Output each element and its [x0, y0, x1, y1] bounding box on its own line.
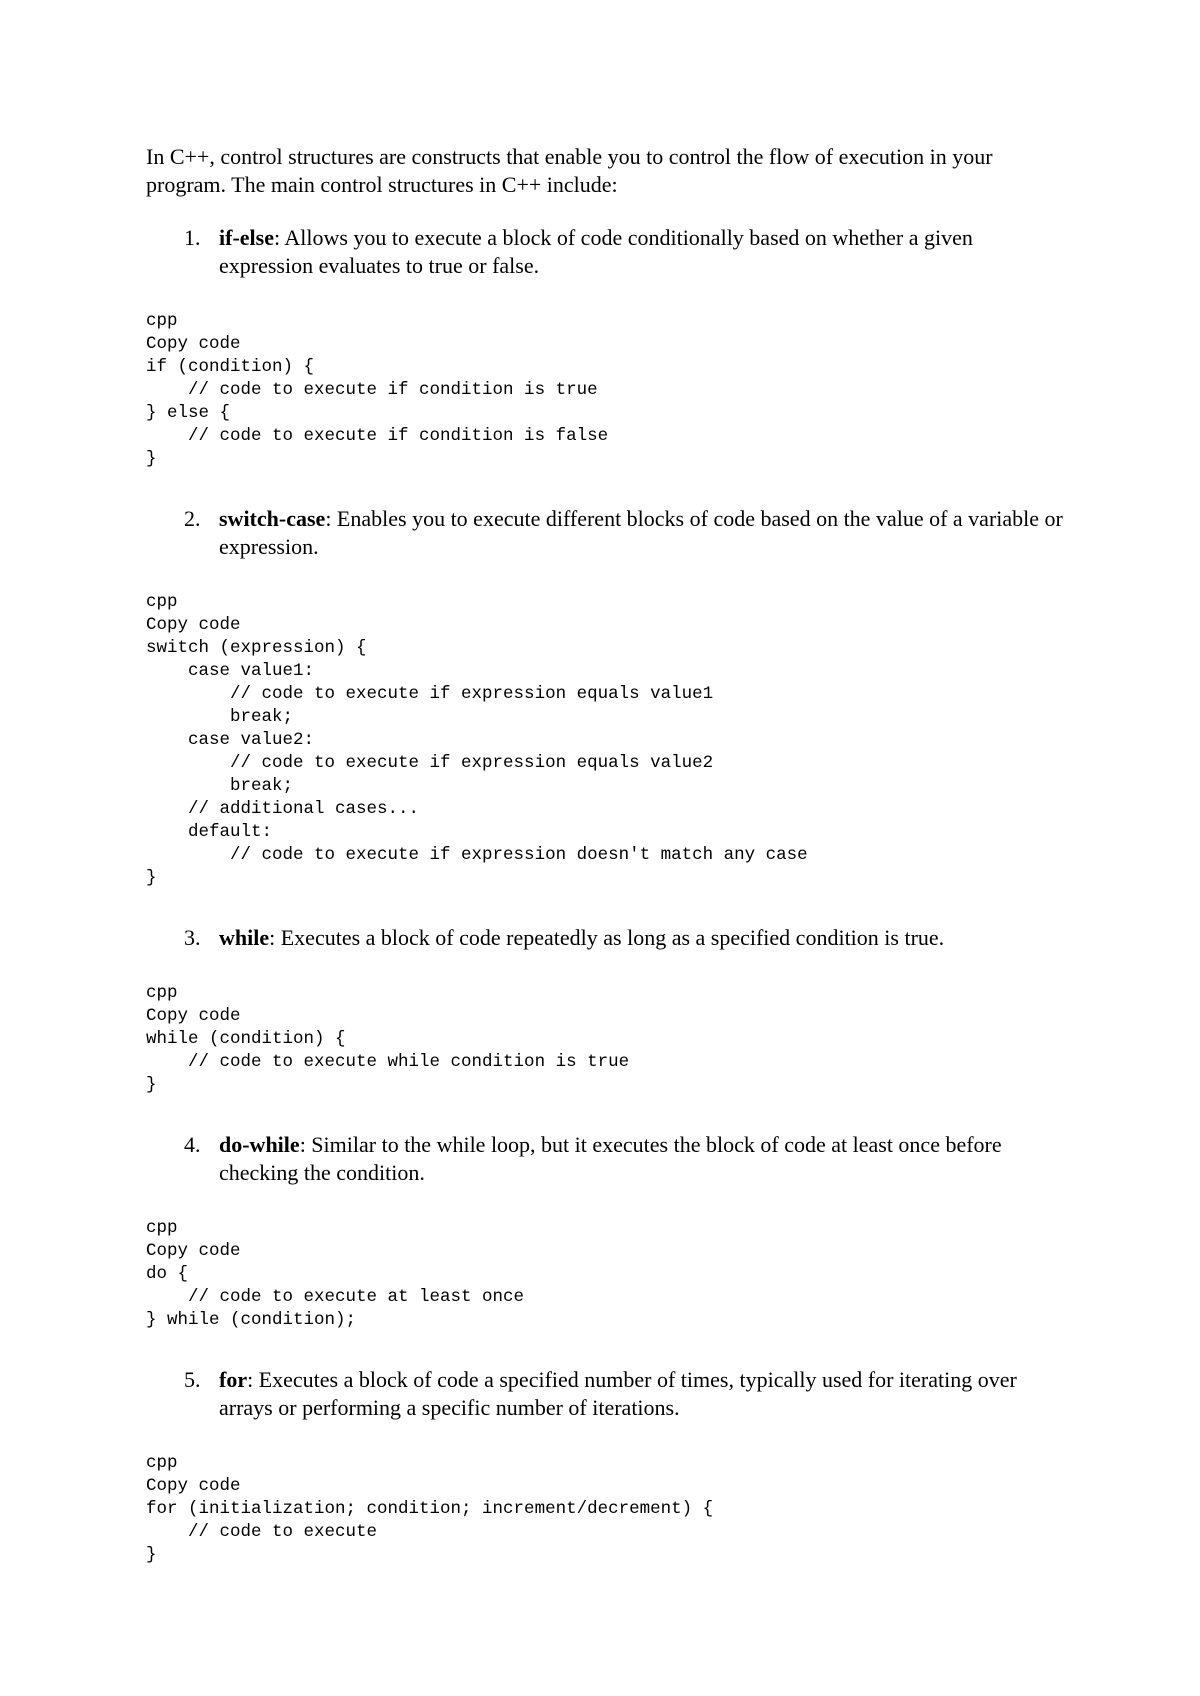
list-item — [146, 924, 1066, 952]
list-item — [146, 224, 1066, 280]
code-block: do { // code to execute at least once } while (condition); — [146, 1264, 525, 1330]
list-number: 2. — [184, 506, 201, 531]
copy-code-label[interactable]: Copy code — [146, 615, 241, 635]
list-number: 3. — [184, 925, 201, 950]
item-description: : Executes a block of code a specified number of times, typically used for iterating over arrays or performing a specific number of iterations. — [219, 1367, 1017, 1420]
keyword-label: for — [219, 1367, 248, 1392]
control-structure-section — [146, 224, 1066, 471]
control-structure-section — [146, 924, 1066, 1097]
code-lang-label: cpp — [146, 1453, 178, 1473]
list-item — [146, 1131, 1066, 1187]
document-page — [146, 143, 1066, 1567]
code-lang-label: cpp — [146, 1218, 178, 1238]
keyword-label: do-while — [219, 1132, 300, 1157]
code-block: for (initialization; condition; increment/decrement) { // code to execute } — [146, 1499, 714, 1565]
list-number: 4. — [184, 1132, 201, 1157]
list-number: 1. — [184, 225, 201, 250]
item-description: : Executes a block of code repeatedly as long as a specified condition is true. — [269, 925, 945, 950]
code-block: while (condition) { // code to execute while condition is true } — [146, 1029, 630, 1095]
item-description: : Allows you to execute a block of code conditionally based on whether a given expression evaluates to true or false. — [219, 225, 973, 278]
list-number: 5. — [184, 1367, 201, 1392]
item-description: : Similar to the while loop, but it executes the block of code at least once before checking the condition. — [219, 1132, 1002, 1185]
code-lang-label: cpp — [146, 983, 178, 1003]
keyword-label: if-else — [219, 225, 274, 250]
control-structure-section — [146, 1131, 1066, 1332]
list-item — [146, 505, 1066, 561]
copy-code-label[interactable]: Copy code — [146, 1241, 241, 1261]
keyword-label: switch-case — [219, 506, 326, 531]
code-block: switch (expression) { case value1: // code to execute if expression equals value1 break; case value2: // code to execute if expression equals value2 break; // additional cases... default: // code to execute if expression doesn't match any case } — [146, 638, 808, 888]
copy-code-label[interactable]: Copy code — [146, 1006, 241, 1026]
code-lang-label: cpp — [146, 592, 178, 612]
copy-code-label[interactable]: Copy code — [146, 1476, 241, 1496]
copy-code-label[interactable]: Copy code — [146, 334, 241, 354]
control-structure-section — [146, 505, 1066, 890]
intro-paragraph: In C++, control structures are constructs that enable you to control the flow of execution in your program. The main control structures in C++ include: — [146, 144, 993, 197]
code-lang-label: cpp — [146, 311, 178, 331]
code-block: if (condition) { // code to execute if condition is true } else { // code to execute if condition is false } — [146, 357, 609, 469]
control-structure-section — [146, 1366, 1066, 1567]
keyword-label: while — [219, 925, 270, 950]
item-description: : Enables you to execute different blocks of code based on the value of a variable or expression. — [219, 506, 1063, 559]
list-item — [146, 1366, 1066, 1422]
